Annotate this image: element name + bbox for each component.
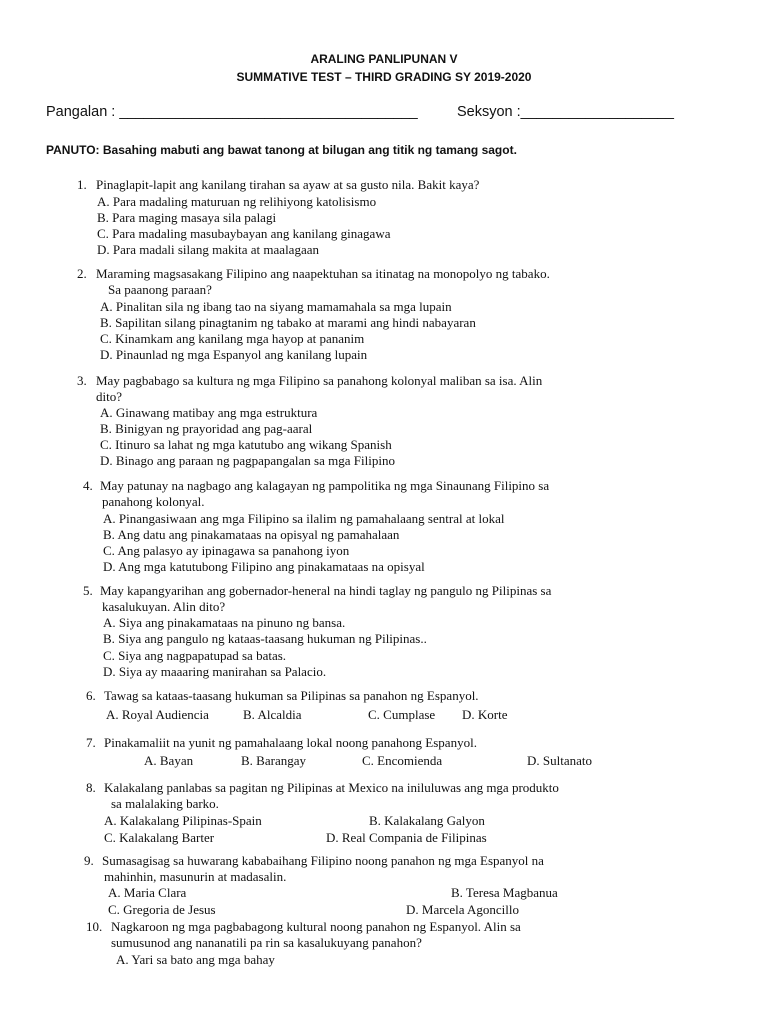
- question-text: Sa paanong paraan?: [108, 282, 212, 297]
- question-text: sa malalaking barko.: [111, 796, 219, 811]
- answer-choice: A. Bayan: [144, 753, 194, 768]
- answer-choice: D. Real Compania de Filipinas: [326, 830, 487, 845]
- answer-choice: C. Kinamkam ang kanilang mga hayop at pananim: [100, 331, 365, 346]
- answer-choice: C. Encomienda: [362, 753, 443, 768]
- question-text: Maraming magsasakang Filipino ang naapektuhan sa itinatag na monopolyo ng tabako.: [96, 266, 550, 281]
- question-text: Kalakalang panlabas sa pagitan ng Pilipinas at Mexico na iniluluwas ang mga produkto: [104, 780, 559, 795]
- question-text: dito?: [96, 389, 122, 404]
- test-subtitle: SUMMATIVE TEST – THIRD GRADING SY 2019-2020: [236, 70, 532, 84]
- answer-choice: B. Barangay: [241, 753, 306, 768]
- answer-choice: C. Siya ang nagpapatupad sa batas.: [103, 648, 287, 663]
- question-text: Pinaglapit-lapit ang kanilang tirahan sa ayaw at sa gusto nila. Bakit kaya?: [96, 177, 480, 192]
- answer-choice: C. Para madaling masubaybayan ang kanilang ginagawa: [97, 226, 391, 241]
- question-number: 3.: [77, 373, 87, 388]
- answer-choice: B. Alcaldia: [243, 707, 302, 722]
- question-text: Tawag sa kataas-taasang hukuman sa Pilipinas sa panahon ng Espanyol.: [104, 688, 479, 703]
- question-text: panahong kolonyal.: [102, 494, 205, 509]
- answer-choice: B. Sapilitan silang pinagtanim ng tabako at marami ang hindi nabayaran: [100, 315, 476, 330]
- answer-choice: D. Ang mga katutubong Filipino ang pinakamataas na opisyal: [103, 559, 425, 574]
- question-number: 5.: [83, 583, 93, 598]
- answer-choice: B. Binigyan ng prayoridad ang pag-aaral: [100, 421, 313, 436]
- section-field: Seksyon :___________________: [457, 104, 674, 120]
- answer-choice: A. Para madaling maturuan ng relihiyong katolisismo: [97, 194, 377, 209]
- answer-choice: D. Binago ang paraan ng pagpapangalan sa mga Filipino: [100, 453, 395, 468]
- answer-choice: B. Siya ang pangulo ng kataas-taasang hukuman ng Pilipinas..: [103, 631, 427, 646]
- question-number: 4.: [83, 478, 93, 493]
- answer-choice: C. Gregoria de Jesus: [108, 902, 216, 917]
- answer-choice: B. Kalakalang Galyon: [369, 813, 485, 828]
- name-field: Pangalan : _____________________________________: [46, 104, 418, 120]
- answer-choice: A. Ginawang matibay ang mga estruktura: [100, 405, 318, 420]
- answer-choice: A. Kalakalang Pilipinas-Spain: [104, 813, 262, 828]
- answer-choice: A. Maria Clara: [108, 885, 187, 900]
- question-text: sumusunod ang nananatili pa rin sa kasalukuyang panahon?: [111, 935, 422, 950]
- answer-choice: D. Pinaunlad ng mga Espanyol ang kanilang lupain: [100, 347, 368, 362]
- answer-choice: A. Pinalitan sila ng ibang tao na siyang mamamahala sa mga lupain: [100, 299, 452, 314]
- answer-choice: C. Cumplase: [368, 707, 436, 722]
- question-text: kasalukuyan. Alin dito?: [102, 599, 226, 614]
- question-number: 2.: [77, 266, 87, 281]
- question-text: mahinhin, masunurin at madasalin.: [104, 869, 287, 884]
- question-number: 10.: [86, 919, 103, 934]
- instructions: PANUTO: Basahing mabuti ang bawat tanong at bilugan ang titik ng tamang sagot.: [46, 143, 517, 157]
- answer-choice: B. Para maging masaya sila palagi: [97, 210, 277, 225]
- answer-choice: C. Kalakalang Barter: [104, 830, 215, 845]
- answer-choice: D. Marcela Agoncillo: [406, 902, 519, 917]
- answer-choice: D. Siya ay maaaring manirahan sa Palacio.: [103, 664, 327, 679]
- question-text: May kapangyarihan ang gobernador-heneral na hindi taglay ng pangulo ng Pilipinas sa: [100, 583, 552, 598]
- answer-choice: D. Sultanato: [527, 753, 592, 768]
- question-text: Sumasagisag sa huwarang kababaihang Filipino noong panahon ng mga Espanyol na: [102, 853, 544, 868]
- question-number: 8.: [86, 780, 96, 795]
- answer-choice: D. Korte: [462, 707, 508, 722]
- question-number: 6.: [86, 688, 96, 703]
- question-number: 7.: [86, 735, 96, 750]
- answer-choice: B. Teresa Magbanua: [451, 885, 558, 900]
- question-text: May pagbabago sa kultura ng mga Filipino sa panahong kolonyal maliban sa isa. Alin: [96, 373, 543, 388]
- answer-choice: A. Yari sa bato ang mga bahay: [116, 952, 275, 967]
- answer-choice: A. Pinangasiwaan ang mga Filipino sa ilalim ng pamahalaang sentral at lokal: [103, 511, 505, 526]
- test-title: ARALING PANLIPUNAN V: [310, 52, 458, 66]
- answer-choice: A. Royal Audiencia: [106, 707, 209, 722]
- answer-choice: A. Siya ang pinakamataas na pinuno ng bansa.: [103, 615, 346, 630]
- answer-choice: C. Ang palasyo ay ipinagawa sa panahong iyon: [103, 543, 350, 558]
- question-text: Pinakamaliit na yunit ng pamahalaang lokal noong panahong Espanyol.: [104, 735, 477, 750]
- answer-choice: B. Ang datu ang pinakamataas na opisyal ng pamahalaan: [103, 527, 400, 542]
- answer-choice: C. Itinuro sa lahat ng mga katutubo ang wikang Spanish: [100, 437, 392, 452]
- question-number: 9.: [84, 853, 94, 868]
- question-text: May patunay na nagbago ang kalagayan ng pampolitika ng mga Sinaunang Filipino sa: [100, 478, 550, 493]
- question-text: Nagkaroon ng mga pagbabagong kultural noong panahon ng Espanyol. Alin sa: [111, 919, 521, 934]
- question-number: 1.: [77, 177, 87, 192]
- answer-choice: D. Para madali silang makita at maalagaan: [97, 242, 319, 257]
